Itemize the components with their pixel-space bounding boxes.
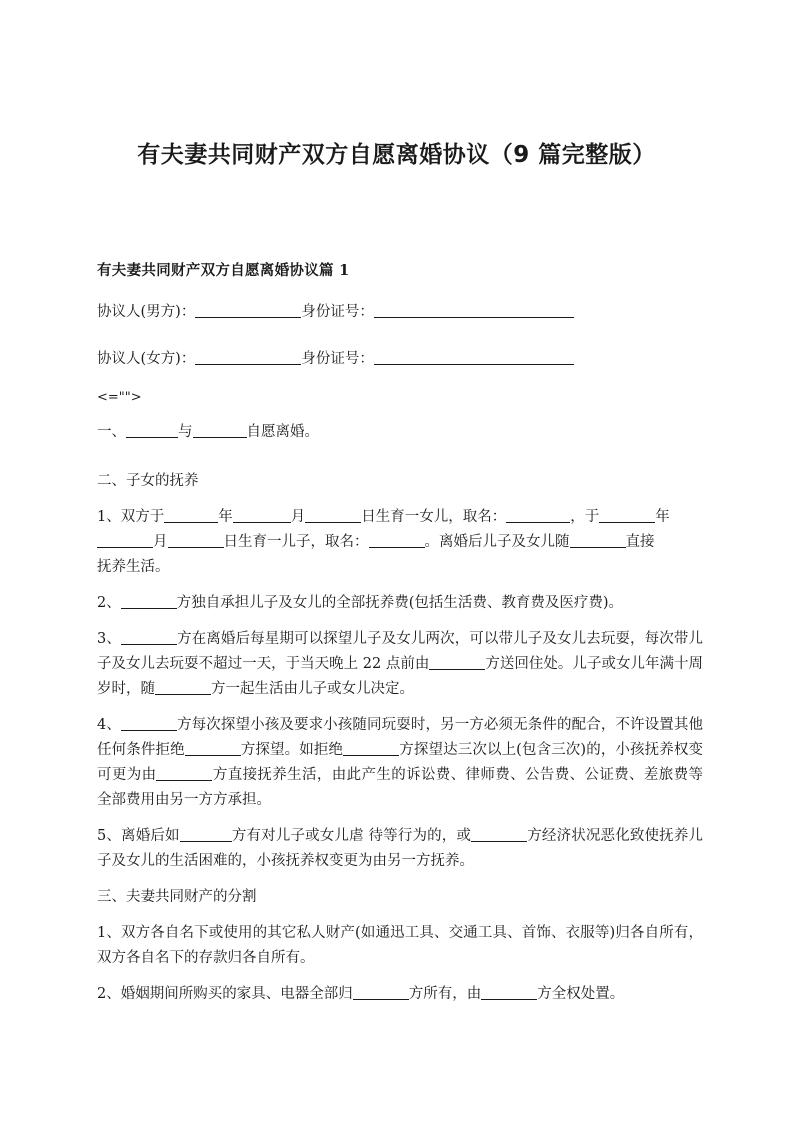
clause-text: 与 xyxy=(178,424,193,440)
blank xyxy=(156,764,212,781)
text: 方在离婚后每星期可以探望儿子及女儿两次，可以带儿子及女儿去玩耍，每次带儿子及女儿去玩耍不超过一天，于当天晚上 22 点前由 xyxy=(97,631,703,672)
text: 直接 xyxy=(625,534,655,550)
text: ，于 xyxy=(570,509,600,525)
blank xyxy=(481,983,537,1000)
blank xyxy=(121,628,177,645)
clause-text: 自愿离婚。 xyxy=(246,424,319,440)
text: 方所有，由 xyxy=(408,986,482,1002)
text: 年 xyxy=(655,509,670,525)
blank xyxy=(506,506,570,523)
clause-number: 一、 xyxy=(97,424,126,440)
party-label: 协议人(女方)： xyxy=(97,351,196,367)
text: 方探望。如拒绝 xyxy=(240,742,344,758)
text: 方每次探望小孩及要求小孩随同玩耍时，另一方必须无条件的配合，不许设置其他任何条件拒绝 xyxy=(97,717,703,758)
paragraph-3 xyxy=(97,627,703,702)
id-number-blank xyxy=(374,301,574,318)
text: 方独自承担儿子及女儿的全部抚养费(包括生活费、教育费及医疗费)。 xyxy=(176,595,624,611)
text: 年 xyxy=(218,509,233,525)
blank xyxy=(233,506,291,523)
document-title: 有夫妻共同财产双方自愿离婚协议（9 篇完整版） xyxy=(137,142,656,168)
text: 抚养生活。 xyxy=(97,559,170,575)
text: 日生育一儿子，取名： xyxy=(223,534,369,550)
paragraph-4 xyxy=(97,713,703,813)
blank xyxy=(121,714,177,731)
text: 方一起生活由儿子或女儿决定。 xyxy=(211,681,414,697)
paragraph-1 xyxy=(97,505,703,580)
party-line-female xyxy=(97,345,703,374)
paragraph-7 xyxy=(97,982,703,1007)
blank xyxy=(185,739,241,756)
blank xyxy=(155,678,211,695)
text: 5、离婚后如 xyxy=(97,828,180,844)
blank xyxy=(121,592,177,609)
text: 日生育一女儿，取名： xyxy=(361,509,507,525)
text: 2、婚姻期间所购买的家具、电器全部归 xyxy=(97,986,353,1002)
paragraph-5 xyxy=(97,824,703,874)
blank xyxy=(353,983,409,1000)
paragraph-2 xyxy=(97,591,703,616)
blank xyxy=(343,739,399,756)
text: 方有对儿子或女儿虐 待等行为的，或 xyxy=(231,828,472,844)
blank xyxy=(126,421,178,438)
text: 方送回住处。儿子或女儿年满十周岁时，随 xyxy=(97,656,704,697)
blank xyxy=(471,825,527,842)
blank xyxy=(369,531,425,548)
stray-text: <=""> xyxy=(97,390,142,405)
blank xyxy=(570,531,626,548)
blank xyxy=(305,506,361,523)
id-number-blank xyxy=(374,348,574,365)
blank xyxy=(164,506,218,523)
blank xyxy=(180,825,232,842)
name-blank xyxy=(195,348,301,365)
heading-property-division: 三、夫妻共同财产的分割 xyxy=(97,889,257,905)
text: 方全权处置。 xyxy=(537,986,625,1002)
heading-child-custody: 二、子女的抚养 xyxy=(97,473,199,489)
blank xyxy=(599,506,655,523)
blank xyxy=(168,531,224,548)
party-line-male xyxy=(97,298,703,327)
paragraph-6: 1、双方各自名下或使用的其它私人财产(如通迅工具、交通工具、首饰、衣服等)归各自所有，双方各自名下的存款归各自所有。 xyxy=(97,925,703,966)
text: 3、 xyxy=(97,631,121,647)
section-title: 有夫妻共同财产双方自愿离婚协议篇 1 xyxy=(97,262,350,279)
party-label: 协议人(男方)： xyxy=(97,304,196,320)
id-label: 身份证号： xyxy=(301,351,374,367)
text: 方经济状况恶化致使抚养儿子及女儿的生活困难的，小孩抚养权变更为由另一方抚养。 xyxy=(97,828,703,869)
id-label: 身份证号： xyxy=(301,304,374,320)
text: 月 xyxy=(290,509,306,525)
blank xyxy=(193,421,247,438)
blank xyxy=(97,531,153,548)
text: 1、双方于 xyxy=(97,509,165,525)
name-blank xyxy=(195,301,301,318)
text: 。离婚后儿子及女儿随 xyxy=(424,534,570,550)
text: 4、 xyxy=(97,717,121,733)
clause-1 xyxy=(97,420,703,445)
blank xyxy=(429,653,485,670)
document-body xyxy=(97,298,703,1018)
text: 2、 xyxy=(97,595,121,611)
text: 方探望达三次以上(包含三次)的，小孩抚养权变可更为由 xyxy=(97,742,704,783)
text: 方直接抚养生活，由此产生的诉讼费、律师费、公告费、公证费、差旅费等全部费用由另一方方承担。 xyxy=(97,767,704,808)
text: 月 xyxy=(153,534,168,550)
